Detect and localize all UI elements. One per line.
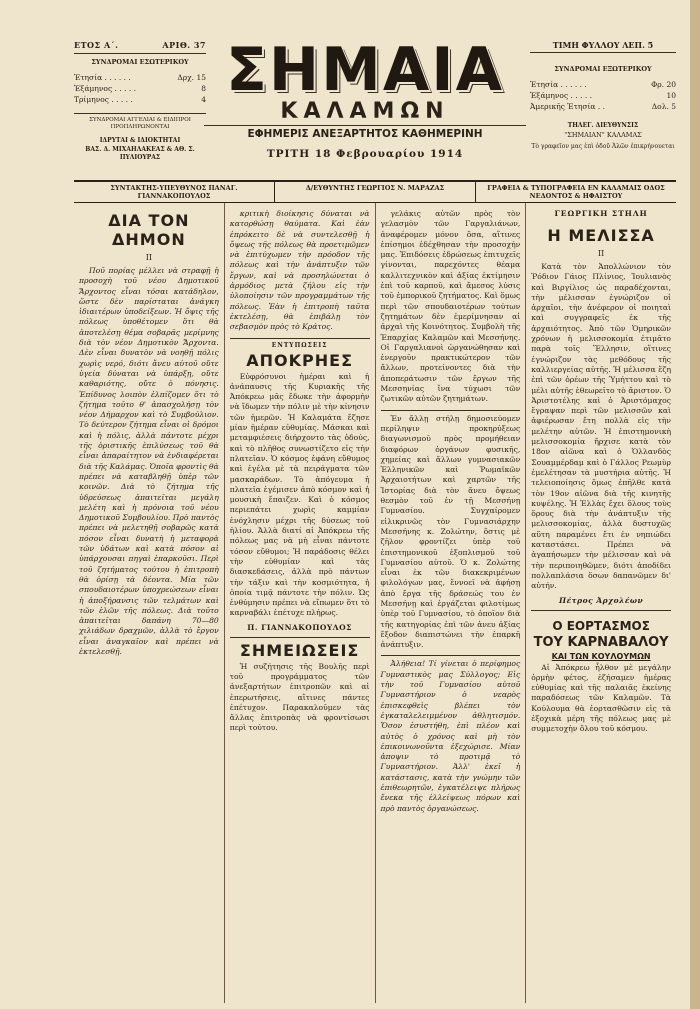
article-title-melissa: Η ΜΕΛΙΣΣΑ <box>547 226 655 245</box>
article-body-melissa: Κατὰ τὸν Ἀπολλώνιον τὸν Ῥόδιον Γάιος Πλίνιος, Ἰουλιανὸς καὶ Βιργίλιος ὡς παραδέχονται, τὴν μέλισσαν ἐγνώριζον οἱ ἀρχαῖοι, τὴν ἀνέφερον οἱ ποιηταὶ καὶ συγγραφεῖς ἐκ τῆς ἀρχαιότητος. Ἀπὸ τῶν Ὁμηρικῶν χρόνων ἡ μελισσοκομία ἐτιμᾶτο παρὰ τοῖς Ἕλλησιν, οἵτινες ἐγνώριζον τὰς μεθόδους τῆς καλλιεργείας αὐτῆς. Ἡ μέλισσα ἔζη ἐπὶ τῶν ὀρέων τῆς Ὑμήττου καὶ τὸ μέλι αὐτῆς ἐθεωρεῖτο τὸ ἄριστον. Ὁ Ἀριστοτέλης καὶ ὁ Ἀριστόμαχος ἔγραψαν περὶ τῶν μελισσῶν καὶ ἀφιέρωσαν ἔτη πολλὰ εἰς τὴν μελέτην αὐτῶν. Ἡ ἐπιστημονικὴ μελισσοκομία ἤρχισε κατὰ τὸν 18ον αἰῶνα καὶ ὁ Ὁλλανδὸς Σουαμμέρδαμ καὶ ὁ Γάλλος Ρεωμὺρ ἐμελέτησαν τὰ μυστήρια αὐτῆς. Ἡ τελειοποίησις ὅμως ἐπῆλθε κατὰ τὸν 19ον αἰῶνα διὰ τῆς κινητῆς κυψέλης. Ἡ Ἑλλὰς ἔχει ὅλους τοὺς ὅρους διὰ τὴν ἀνάπτυξιν τῆς μελισσοκομίας, ἀλλὰ δυστυχῶς αὕτη παραμένει ἔτι ἐν νηπιώδει καταστάσει. Πρέπει νὰ ἀγαπήσωμεν τὴν μέλισσαν καὶ νὰ τὴν περιποιηθῶμεν, διότι ἀποδίδει πολλαπλάσια ὅσων δαπανῶμεν δι' αὐτήν. <box>531 262 671 591</box>
telegraph-address-title: ΤΗΛΕΓ. ΔΙΕΥΘΥΝΣΙΣ <box>567 122 639 129</box>
column-1 <box>74 203 224 1003</box>
subscription-rate-label: Τρίμηνος . . . . . <box>74 95 133 104</box>
subscription-rate-label: Ἑξάμηνος . . . . . <box>74 84 136 93</box>
subs-foreign-title: ΣΥΝΔΡΟΜΑΙ ΕΞΩΤΕΡΙΚΟΥ <box>554 65 652 73</box>
subscriptions-foreign <box>530 40 676 151</box>
subscription-rate-value: Φρ. 20 <box>651 80 676 89</box>
director-credit: Δ/ΕΥΘΥΝΤΗΣ ΓΕΩΡΓΙΟΣ Ν. ΜΑΡΑΖΑΣ <box>274 182 475 202</box>
subscription-rate-row <box>74 72 206 83</box>
article-title-karnavalos: ΤΟΥ ΚΑΡΝΑΒΑΛΟΥ <box>533 634 669 650</box>
subscription-rate-row <box>530 101 676 112</box>
column-3 <box>375 203 526 1003</box>
subs-domestic-title: ΣΥΝΔΡΟΜΑΙ ΕΣΩΤΕΡΙΚΟΥ <box>91 58 189 66</box>
issue-year: ΕΤΟΣ Α΄. <box>74 40 119 50</box>
prepay-note: ΣΥΝΔΡΟΜΑΙ ΑΓΓΕΛΙΑΙ & ΕΙΔΙΠΡΟΙ ΠΡΟΠΛΗΡΩΝΟΝΤΑΙ <box>74 113 206 131</box>
column-4 <box>525 203 676 1003</box>
article-body-apokries: Εὐφρόσυνοι ἠμέραι καὶ ἡ ἀνάπαυσις τῆς Κυριακῆς τῆς Ἀπόκρεω μᾶς ἔδωκε τὴν ἀφορμὴν νὰ ἴδωμεν τὴν πόλιν μὲ τὴν κίνησιν τῶν ἡμερῶν. Ἡ Καλαμάτα ἔζησε μίαν ἡμέραν εὐθυμίας. Μάσκαι καὶ μεταμφιέσεις διήρχοντο τὰς ὁδούς, καὶ τὸ πλῆθος συνωστίζετο εἰς τὴν πλατεῖαν. Ὁ κόσμος ἐφάνη εὔθυμος καὶ ἐγέλα μὲ τὰ πειράγματα τῶν μασκαράδων. Τὸ ἀπόγευμα ἡ πλατεῖα ἐγέμισεν ἀπὸ κόσμον καὶ ἡ μουσικὴ ἔπαιζεν. Καὶ ὁ κόσμος περιεπάτει χωρὶς καμμίαν ἐνόχλησιν μέχρι τῆς δύσεως τοῦ ἡλίου. Ἀλλὰ διατί αἱ Ἀπόκρεω τῆς πόλεως μας νὰ μὴ εἶναι πάντοτε τόσον εὔθυμοι; Ἡ παράδοσις θέλει τὴν εὐθυμίαν καὶ τὰς διασκεδάσεις, ἀλλὰ πρὸ πάντων τὴν τάξιν καὶ τὴν κοσμιότητα, ἡ ὁποία τιμᾷ πάντοτε τὴν πόλιν. Ὡς ἐνθύμησιν πρέπει νὰ εἴπωμεν ὅτι τὸ καρναβάλι ἐπέτυχε πλήρως. <box>229 371 370 618</box>
subscription-rate-value: 4 <box>201 95 206 104</box>
article-kicker-karnavalos: Ο ΕΟΡΤΑΣΜΟΣ <box>552 618 650 633</box>
issue-date: ΤΡΙΤΗ 18 Φεβρουαρίου 1914 <box>266 148 464 160</box>
article-subtitle-karnavalos: ΚΑΙ ΤΩΝ ΚΟΥΛΟΥΜΩΝ <box>551 651 651 661</box>
impressions-kicker: ΕΝΤΥΠΩΣΕΙΣ <box>271 341 328 349</box>
subscription-rate-label: Ἀμερικῆς Ἐτησία . . <box>530 102 605 111</box>
article-body-middle-main: Ἐν ἄλλῃ στήλῃ δημοσιεύομεν περίληψιν προκηρύξεως διαγωνισμοῦ πρὸς προμήθειαν διαφόρων ὀργάνων φυσικῆς, χημείας καὶ ἄλλων γυμνασιακῶν Ἐλληνικῶν καὶ Ῥωμαϊκῶν Ἀρχαιοτήτων καὶ χαρτῶν τῆς Ἱστορίας διὰ τὸν ἄνευ ὄψεως θεσμὸν τοῦ ἐν τῇ Μεσσήνῃ Γυμνασίου. Συγχαίρομεν εἰλικρινῶς τὸν Γυμνασιάρχην Μεσσήνης κ. Ζολώτην, ὅστις μὲ ζῆλον φροντίζει ὑπὲρ τοῦ ἐπιστημονικοῦ ἐξοπλισμοῦ τοῦ Γυμνασίου αὐτοῦ. Ὁ κ. Ζολώτης εἶναι ἐκ τῶν διακεκριμένων φιλολόγων μας, ἔννοεῖ νὰ ἀφήσῃ ἀπὸ ἔργα τῆς δράσεώς του ἐν Μεσσήνῃ καὶ ἐργάζεται φιλοτίμως ὑπὲρ τοῦ Γυμνασίου, τὸ ὁποῖον διὰ τῆς κατηγορίας ἐπὶ τῶν ἀνευ ἀξίας ἔξοδον διαπιστώνει τὴν ἐπαρκῆ ἀνάπτυξιν. <box>380 413 521 650</box>
editor-credit: ΣΥΝΤΑΚΤΗΣ-ΥΠΕΥΘΥΝΟΣ ΠΑΝΑΓ. ΓΙΑΝΝΑΚΟΠΟΥΛΟΣ <box>110 184 238 200</box>
article-body-dimon: Ποῦ πορίας μέλλει νὰ στραφῇ ἡ προσοχὴ τοῦ νέου Δημοτικοῦ Ἄρχοντος εἶναι τόσαι κατάδηλον, ὥστε δὲν παρίσταται ἀνάγκη ἰδιαιτέρων ὑποδείξεων. Ἡ ὄψις τῆς πόλεως ὑποθέτομεν ὅτι θὰ ἀποτελέσῃ θέμα σοβαρᾶς μερίμνης διὰ τὸν νέον Δημοτικὸν Ἄρχοντα. Δὲν εἶναι δυνατὸν νὰ νοηθῇ πόλις χωρὶς νερό, διότι ἄνευ αὐτοῦ οὔτε ὑγεία δύναται νὰ ὑπάρξῃ, οὔτε καθαριότης, οὔτε ὁ πόνησις. Ἐπίδυνος λοιπὸν ἐλπίζομεν ὅτι τὸ ζήτημα τοῦτο θ' ἀπασχολήσῃ τὸν νέον Δήμαρχον καὶ τὸ Συμβούλιον. Τὸ δεύτερον ζήτημα εἶναι οἱ δρόμοι καὶ ἡ πόλις, ἀλλὰ πάντοτε μέχρι τῆς ὁριστικῆς ἐπιλύσεως τοῦ θὰ εἶναι ἀπαραίτητον νὰ ἐνδιαφέρεται διὰ τῆς Καλάμας. Ὁποῖα φροντὶς θὰ πρέπει νὰ καταβληθῇ ὑπὲρ τῶν κοινῶν. Διὰ τὸ ζήτημα τῆς ὑδρεύσεως ἀπαιτεῖται μεγάλη μελέτη καὶ ἡ πρόνοια τοῦ νέου Δημοτικοῦ Συμβουλίου. Πρὸ παντὸς πρέπει νὰ μελετηθῇ σοβαρῶς κατὰ πόσον εἶναι δυνατὴ ἡ μεταφορὰ τῶν ὑδάτων καὶ κατὰ πόσον αἱ ὑπάρχουσαι πηγαὶ ἐπαρκοῦσι. Περὶ τοῦ ζητήματος τούτου ἡ ἐπιτροπὴ θὰ ὁρίσῃ τὰ δέοντα. Μία τῶν σπουδαιοτέρων ὑποχρεώσεων εἶναι ἡ ἀποξήρανσις τῶν τελμάτων καὶ τῶν ἑλῶν τῆς πόλεως. Διὰ τοῦτο ἀπαιτεῖται δαπάνη 70—80 χιλιάδων δραχμῶν, ἀλλὰ τὸ ἔργον εἶναι ἀναγκαῖον καὶ πρέπει νὰ ἐκτελεσθῇ. <box>79 266 219 656</box>
article-body-karnavalos: Αἱ Ἀπόκρεω ἦλθον μὲ μεγάλην ὀρμὴν φέτος, ἐζήσαμεν ἡμέρας εὐθυμίας καὶ τῆς παλαιᾶς ἐκείνης παραδόσεως τῶν Καλαμῶν. Τὰ Κούλουμα θὰ ἑορτασθῶσιν εἰς τὰ ἐξοχικὰ μέρη τῆς πόλεως μας μὲ συμμετοχὴν ὅλου τοῦ κόσμου. <box>531 662 671 734</box>
article-body-middle-second: Ἀλήθεια! Τί γίνεται ὁ περίφημος Γυμναστικὸς μας Σύλλογος; Εἰς τὴν τοῦ Γυμνασίου αὐτοῦ Γυμναστήριον ὁ νεαρὸς ἐπισκεφθεὶς βλέπει τὸν ἐγκαταλελειμμένον ἀθλητισμόν. Ὅσον ἐσυστήθη, ἐπὶ πλέον καὶ αὐτὸς ὁ χρόνος καὶ μὴ τὸν ἐπικοινωνοῦντα ἐξεχώρισε. Μίαν ἀποψιν τὸ προτιμᾷ τὸ Γυμναστήριον. Ἀλλ' ἐκεῖ ἡ κατάστασις, κατὰ τὴν γνώμην τῶν ἐπιθεωρητῶν, ἐγκατέλειψε πλήρως ἕνεκα τῆς ἐλλείψεως πόρων καὶ πρὸ παντὸς ὀργανώσεως. <box>380 659 521 813</box>
subs-domestic-rows <box>74 72 206 105</box>
article-title-simeioseis: ΣΗΜΕΙΩΣΕΙΣ <box>239 640 360 660</box>
subscription-rate-value: 10 <box>666 91 676 100</box>
signature-melissa: Πέτρος Ἀρχολέων <box>558 595 644 605</box>
founders-names: ΒΑΣ. Δ. ΜΙΧΑΗΛΑΚΕΑΣ & ΑΘ. Σ. ΠΥΛΙΟΥΡΑΣ <box>85 146 195 161</box>
article-title-apokries: ΑΠΟΚΡΗΕΣ <box>246 350 353 370</box>
newspaper-city: ΚΑΛΑΜΩΝ <box>280 99 450 124</box>
subscriptions-domestic <box>74 40 206 162</box>
article-title-dimon: ΔΙΑ ΤΟΝ ΔΗΜΟΝ <box>108 211 190 249</box>
subscription-rate-label: Ἐτησία . . . . . . <box>74 73 131 82</box>
subscription-rate-value: Δρχ. 15 <box>177 73 206 82</box>
founders-title: ΙΔΡΥΤΑΙ & ΙΔΙΟΚΤΗΤΑΙ <box>99 137 181 144</box>
subscription-rate-label: Ἑξάμηνος . . . . . <box>530 91 592 100</box>
issue-line <box>74 40 206 54</box>
article-part-melissa: II <box>597 249 605 258</box>
article-part-dimon: II <box>145 253 153 262</box>
article-body-simeioseis: Ἡ συζήτησις τῆς Βουλῆς περὶ τοῦ προγράμματος τῶν ἀνεξαρτήτων ἐπιτροπῶν καὶ αἱ ἐπερωτήσεις, αἵτινες πάντες ἐπέτυχον. Παρακαλοῦμεν τὰς ἄλλας ἐπιτροπὰς νὰ φροντίσωσι περὶ τούτου. <box>229 661 370 733</box>
subscription-rate-row <box>530 79 676 90</box>
subscription-rate-row <box>530 90 676 101</box>
article-columns <box>74 203 676 1003</box>
subscription-rate-value: 8 <box>201 84 206 93</box>
telegraph-address: "ΣΗΜΑΙΑΝ" ΚΑΛΑΜΑΣ <box>564 131 642 139</box>
signature-apokries: Π. ΓΙΑΝΝΑΚΟΠΟΥΛΟΣ <box>247 622 352 632</box>
subscription-rate-row <box>74 83 206 94</box>
issue-price: ΤΙΜΗ ΦΥΛΛΟΥ ΛΕΠ. 5 <box>530 40 676 53</box>
masthead-area <box>74 35 676 180</box>
masthead-title-block <box>204 35 526 160</box>
subscription-rate-value: Δολ. 5 <box>651 102 676 111</box>
newspaper-title: ΣΗΜΑΙΑ <box>225 35 505 105</box>
issue-number: ΑΡΙΘ. 37 <box>162 40 206 50</box>
office-note: Τὸ γραφεῖον μας ἐπὶ ὁδοῦ Ἀλῶν ἐπικρήνουεται <box>531 143 675 150</box>
subscription-rate-row <box>74 94 206 105</box>
column-2 <box>224 203 375 1003</box>
newspaper-tagline: ΕΦΗΜΕΡΙΣ ΑΝΕΞΑΡΤΗΤΟΣ ΚΑΘΗΜΕΡΙΝΗ <box>204 125 526 140</box>
office-credit: ΓΡΑΦΕΙΑ & ΤΥΠΟΓΡΑΦΕΙΑ ΕΝ ΚΑΛΑΜΑΙΣ ΟΔΟΣ ΝΕΔΟΝΤΟΣ & ΗΦΑΙΣΤΟΥ <box>475 182 676 202</box>
subs-foreign-rows <box>530 79 676 112</box>
agri-column-kicker: ΓΕΩΡΓΙΚΗ ΣΤΗΛΗ <box>554 209 648 218</box>
article-body-middle-top: γελάκις αὐτῶν πρὸς τὸν γελασμὸν τῶν Γαργαλιάνων, ἀναφέρομεν μόνον ὅσα, αἵτινες ἐπίσημοι ἐδέχθησαν τὴν προσοχήν μας. Ἐπιδόσεις ἐδρώσεως ἐπιτυχεῖς γίνονται, παρεχόντες θέαμα καλλιτεχνικὸν καὶ ἀξίας ἐκτίμησιν ἐπὶ τοῦ καρποῦ, καὶ ἄμεσος λύσις τοῦ ἐμπορικοῦ ζητήματος. Καὶ ὅμως περὶ τῶν σπουδαιοτέρων τούτων ζητημάτων δὲν ἐμερίμνησαν αἱ ἀρχαὶ τῆς Κοινότητος. Συμβολὴ τῆς Ἐπαρχίας Καλαμῶν καὶ Μεσσήνης. Οἱ Γαργαλιανοὶ ὡργανώθησαν καὶ ἐνεργοῦν πρακτικώτερον τῶν ἄλλων, προτείνοντες διὰ τὴν ἀποπεράτωσιν τῶν ἔργων τῆς Μεσσηνίας ἵνα τύχωσι τῶν ζωτικῶν αὐτῶν ζητημάτων. <box>380 209 521 404</box>
subscription-rate-label: Ἐτησία . . . . . . <box>530 80 587 89</box>
article-body-kritiki: κριτικὴ διοίκησις δύναται νὰ κατορθώσῃ θαύματα. Καὶ ἐὰν ἐπρόκειτο δὲ νὰ συντελεσθῇ ἡ ὄψεως τῆς πόλεως θὰ προετιμῶμεν νὰ ἐπιτύχωμεν τὴν πρόοδον τῆς πόλεως καὶ τὴν ἀνάπτυξιν τῶν ἔργων, καὶ νὰ προσηλώνεται ὁ ἀρμόδιος μετὰ ζήλου εἰς τὴν ὑλοποίησιν τῶν προγραμμάτων τῆς πόλεως. Ἐὰν ἡ ἐπιτροπὴ ταῦτα ἐκτελέσῃ, θὰ ἐπιβάλῃ τὸν σεβασμὸν πρὸς τὸ Κράτος. <box>229 209 370 332</box>
staff-band <box>74 180 676 203</box>
